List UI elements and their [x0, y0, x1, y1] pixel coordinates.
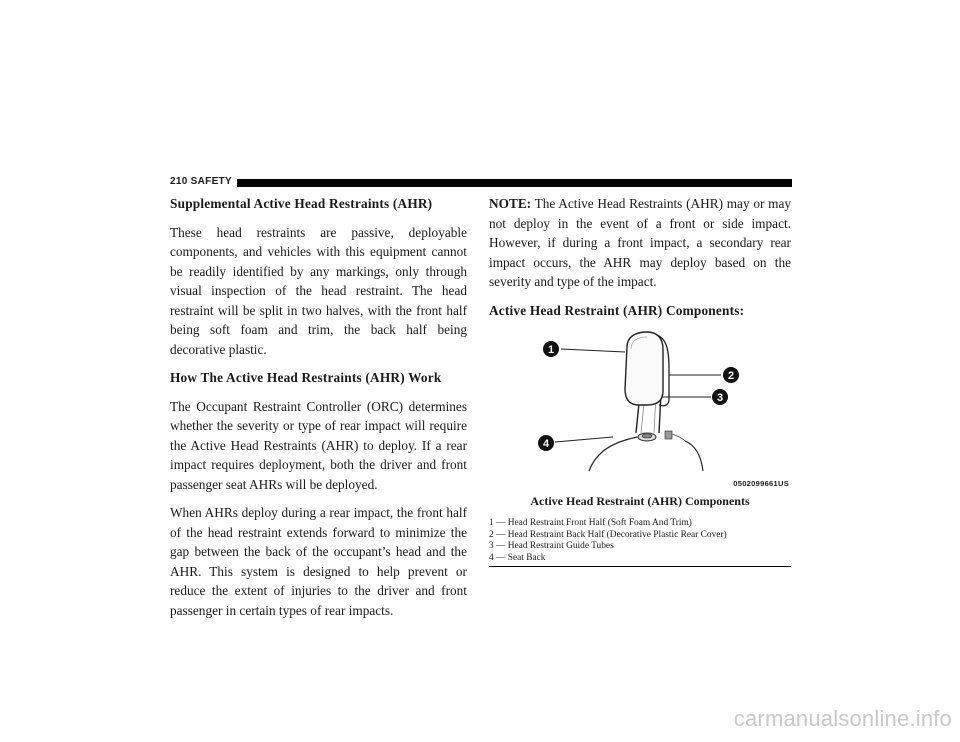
header-bar	[237, 179, 792, 187]
watermark: carmanualsonline.info	[733, 706, 952, 731]
note-text: The Active Head Restraints (AHR) may or may not deploy in the event of a front or side impact. However, if during a front impact, a secondary rear impact occurs, the AHR may deploy based on the severity and type of the impact.	[489, 196, 791, 289]
components-heading: Active Head Restraint (AHR) Components:	[489, 302, 745, 318]
right-column	[489, 194, 791, 567]
callout-1-label: 1	[547, 344, 555, 356]
deploy-paragraph: When AHRs deploy during a rear impact, the front half of the head restraint extends forward to minimize the gap between the back of the occupant’s head and the AHR. This system is designed to help prevent or reduce the extent of injuries to the driver and front passenger in certain types of rear impacts.	[170, 505, 467, 618]
left-column	[170, 194, 467, 629]
legend-item: 2 — Head Restraint Back Half (Decorative Plastic Rear Cover)	[489, 529, 727, 540]
callout-2-label: 2	[727, 370, 735, 382]
callout-4-label: 4	[542, 438, 550, 450]
figure-code: 0502099661US	[733, 479, 789, 488]
intro-paragraph: These head restraints are passive, deployable components, and vehicles with this equipment cannot be readily identified by any markings, only through visual inspection of the head restraint. The head restraint will be split in two halves, with the front half being soft foam and trim, the back half being decorative plastic.	[170, 224, 467, 357]
callout-1	[543, 341, 559, 357]
legend-item: 3 — Head Restraint Guide Tubes	[489, 541, 614, 551]
legend-item: 1 — Head Restraint Front Half (Soft Foam And Trim)	[489, 518, 692, 528]
figure-legend	[489, 518, 791, 564]
legend-rule	[489, 566, 791, 567]
orc-paragraph: The Occupant Restraint Controller (ORC) determines whether the severity or type of rear impact will require the Active Head Restraints (AHR) to deploy. If a rear impact requires deployment, both the driver and front passenger seat AHRs will be deployed.	[170, 398, 467, 492]
callout-3-label: 3	[716, 392, 724, 404]
subsection-title: How The Active Head Restraints (AHR) Work	[170, 370, 442, 385]
head-restraint-illustration	[489, 329, 791, 491]
callout-4	[538, 435, 554, 451]
callout-3	[712, 389, 728, 405]
head-restraint-figure	[489, 329, 791, 491]
page-number-section: 210 SAFETY	[170, 176, 232, 187]
callout-2	[723, 367, 739, 383]
page-header	[170, 178, 792, 189]
note-label: NOTE:	[489, 196, 532, 211]
legend-item: 4 — Seat Back	[489, 552, 546, 563]
figure-caption: Active Head Restraint (AHR) Components	[530, 494, 750, 508]
section-title: Supplemental Active Head Restraints (AHR)	[170, 196, 433, 211]
note-paragraph	[489, 194, 791, 292]
